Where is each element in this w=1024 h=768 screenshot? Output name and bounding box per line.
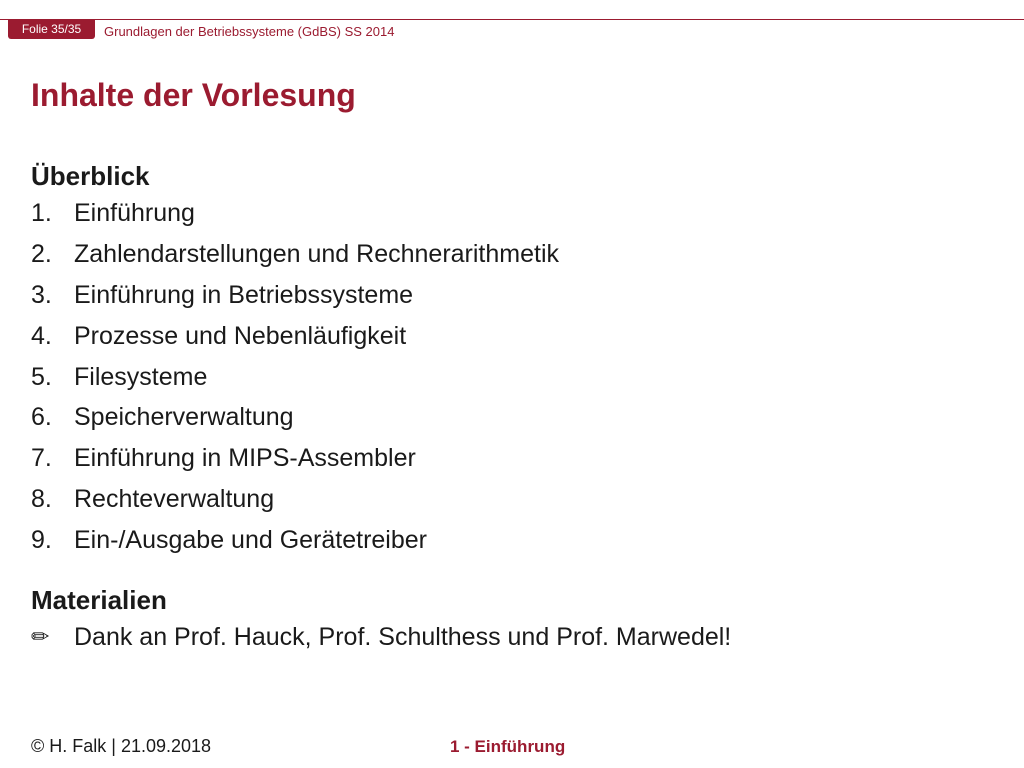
item-text: Speicherverwaltung: [74, 403, 294, 431]
item-number: 6.: [31, 403, 52, 431]
item-text: Filesysteme: [74, 363, 208, 391]
slide-title: Inhalte der Vorlesung: [31, 77, 356, 113]
overview-item: [31, 320, 406, 352]
item-number: 3.: [31, 281, 52, 309]
materials-item: [31, 621, 731, 653]
item-number: 4.: [31, 322, 52, 350]
header-divider: [0, 19, 1024, 20]
overview-item: [31, 197, 195, 229]
item-text: Einführung in MIPS-Assembler: [74, 444, 416, 472]
materials-heading: Materialien: [31, 585, 167, 615]
footer-chapter: 1 - Einführung: [450, 737, 566, 756]
overview-item: [31, 442, 416, 474]
slide-counter-badge: Folie 35/35: [8, 19, 95, 39]
item-number: 8.: [31, 485, 52, 513]
overview-item: [31, 524, 427, 556]
materials-text: Dank an Prof. Hauck, Prof. Schulthess und Prof. Marwedel!: [74, 623, 732, 651]
overview-item: [31, 483, 274, 515]
course-title: Grundlagen der Betriebssysteme (GdBS) SS 2014: [104, 24, 395, 39]
overview-item: [31, 279, 413, 311]
overview-item: [31, 238, 559, 270]
footer-author-date: © H. Falk | 21.09.2018: [31, 736, 212, 756]
item-number: 9.: [31, 526, 52, 554]
writing-hand-icon: ✏︎: [31, 624, 50, 649]
item-text: Einführung in Betriebssysteme: [74, 281, 414, 309]
item-text: Rechteverwaltung: [74, 485, 275, 513]
item-number: 1.: [31, 199, 52, 227]
overview-item: [31, 361, 207, 393]
item-text: Ein-/Ausgabe und Gerätetreiber: [74, 526, 427, 554]
item-text: Prozesse und Nebenläufigkeit: [74, 322, 407, 350]
item-text: Zahlendarstellungen und Rechnerarithmetik: [74, 240, 560, 268]
overview-heading: Überblick: [31, 161, 150, 191]
item-text: Einführung: [74, 199, 195, 227]
item-number: 2.: [31, 240, 52, 268]
item-number: 7.: [31, 444, 52, 472]
item-number: 5.: [31, 363, 52, 391]
overview-item: [31, 401, 294, 433]
